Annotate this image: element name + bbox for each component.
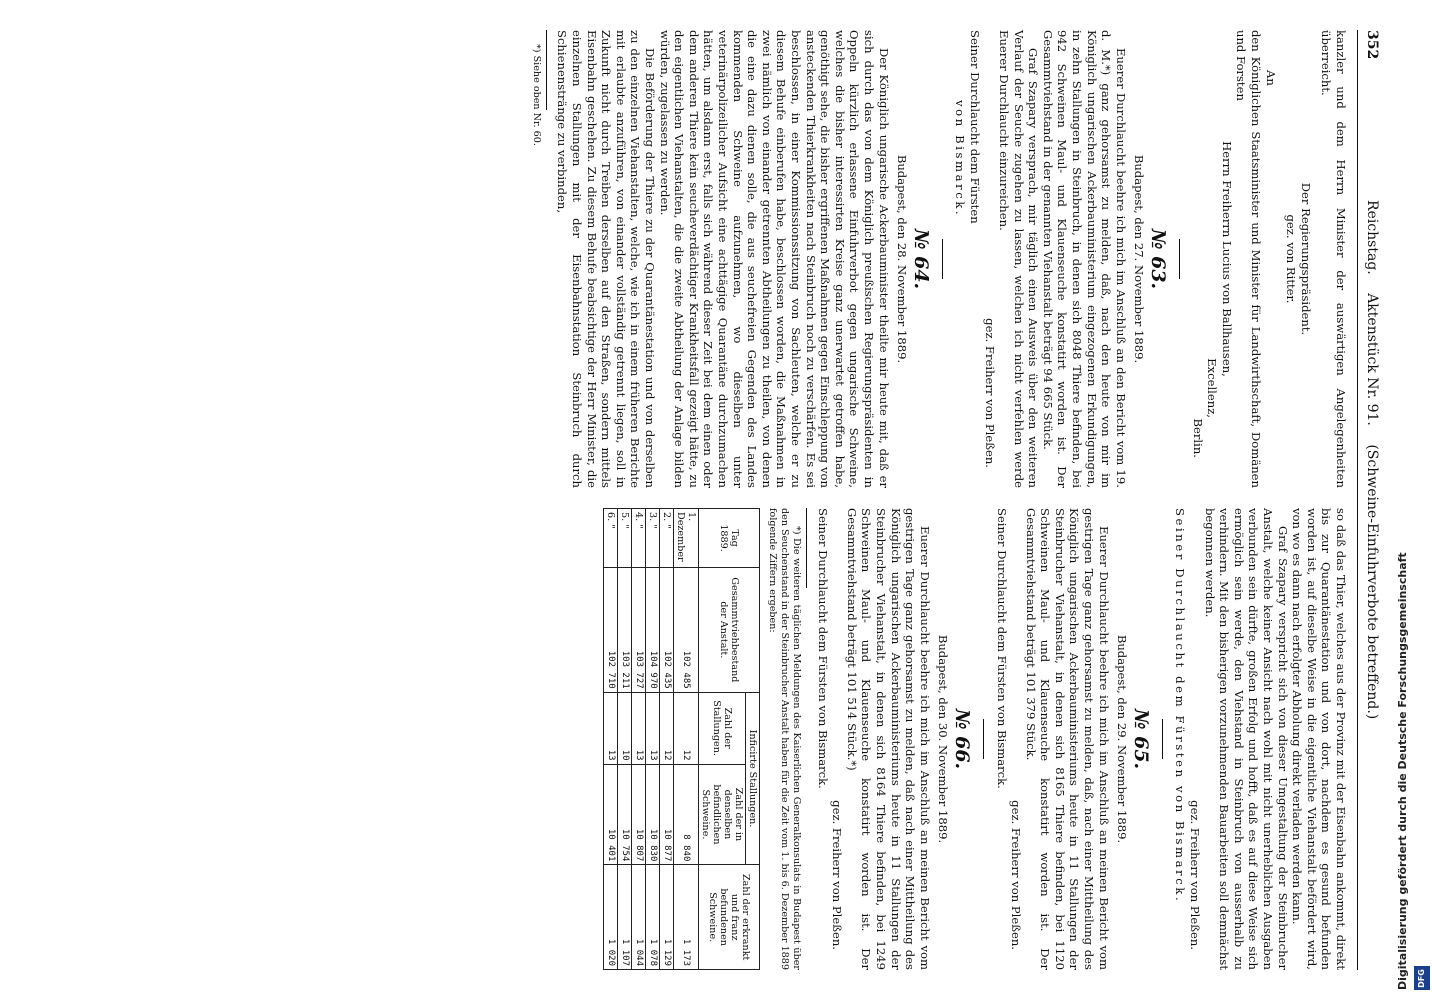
cell-date: 4. "	[632, 509, 646, 568]
cell-date: 5. "	[618, 509, 632, 568]
signature-title: Der Regierungspräsident.	[1298, 182, 1313, 336]
intro-text: kanzler und dem Herrn Minister der auswärtigen Angelegenheiten überreicht.	[1319, 30, 1348, 488]
table-row	[646, 509, 660, 970]
document-number-63: № 63.	[1147, 228, 1170, 290]
address-line-1: den Königlichen Staatsminister und Minister für Landwirthschaft, Domänen und Forsten	[1234, 30, 1264, 488]
address-line-3: Excellenz,	[1205, 358, 1220, 418]
cell-sick: 1 044	[632, 865, 646, 970]
cell-animals: 10 877	[660, 764, 674, 865]
document-number-66: № 66.	[950, 708, 973, 770]
addressee-63-line-1: Seiner Durchlaucht dem Fürsten	[967, 30, 982, 224]
footnote-right: *) Die weiteren täglichen Meldungen des Kaiserlichen Generalkonsulats in Budapest über den Seuchenstand in der Steinbrucher Anstalt haben für die Zeit vom 1. bis 6. Dezember 1889 folgende Ziffern ergeben:	[767, 508, 802, 970]
cell-sick: 1 173	[674, 865, 699, 970]
address-line-2: Herrn Freiherrn Lucius von Ballhausen,	[1219, 141, 1234, 377]
right-column	[603, 508, 1348, 970]
signature-65: gez. Freiherr von Pleßen.	[1009, 800, 1024, 950]
column-header-year: 1889.	[718, 524, 729, 552]
cell-date: 3. "	[646, 509, 660, 568]
column-header-sick: Zahl der erkrankt und franz befundenen Schweine.	[699, 865, 760, 970]
cell-stalls: 13	[632, 692, 646, 764]
addressee-66: Seiner Durchlaucht dem Fürsten von Bismarck.	[815, 508, 830, 789]
column-header-total: Gesammtviehbestand der Anstalt.	[699, 568, 760, 693]
address-to: An	[1263, 70, 1278, 86]
header-section: Reichstag.	[1364, 200, 1380, 275]
signature-name: gez. von Ritter.	[1284, 214, 1299, 304]
paragraph-66-1: Euerer Durchlaucht beehre ich mich im Anschluß an meinen Bericht vom gestrigen Tage ganz gehorsamst zu melden, daß nach einer Mittheilung des Königlich ungarischen Ackerbauministeriums heute in 11 Stallungen der Steinbrucher Viehanstalt, in denen sich 8164 Thiere befinden, bei 1249 Schweinen Maul- und Klauenseuche konstatirt worden ist. Der Gesammtviehstand beträgt 101 514 Stück.*)	[844, 508, 932, 970]
signature-63: gez. Freiherr von Pleßen.	[982, 318, 997, 468]
paragraph-65-1: Euerer Durchlaucht beehre ich mich im Anschluß an meinen Bericht vom gestrigen Tage ganz gehorsamst zu melden, daß, nach einer Mittheilung des Königlich ungarischen Ackerbauministeriums heute in 11 Stallungen der Steinbrucher Viehanstalt, in denen sich 8165 Thiere befinden, bei 1120 Schweinen Maul- und Klauenseuche konstatirt worden ist. Der Gesammtviehstand beträgt 101 379 Stück.	[1023, 508, 1111, 970]
cell-total: 104 970	[646, 568, 660, 693]
paragraph-64-1: Der Königlich ungarische Ackerbauminister theilte mir heute mit, daß er sich durch das von dem Königlich preußischen Regierungspräsidenten in Oppeln kürzlich erlassene Einfuhrverbot gegen ungarische Schweine, welches die bisher interessirten Kreise ganz unerwartet getroffen habe, genöthigt sehe, die bisher ergriffenen Maßnahmen gegen Einschleppung von ansteckenden Thierkrankheiten nach Steinbruch noch zu verschärfen. Es sei beschlossen, in einer Kommissionssitzung von Sachleuten, welche er zu diesem Behufe einberufen habe, beschlossen worden, die Maßnahmen in zwei nämlich von einander getrennten Abtheilungen zu theilen, von denen die eine dazu dienen solle, die aus seuchefreien Gegenden des Landes kommenden Schweine aufzunehmen, wo dieselben unter veterinärpolizeilicher Aufsicht eine achttägige Quarantäne durchzumachen hätten, um alsdann erst, falls sich während dieser Zeit bei dem einen oder dem anderen Thiere kein seucheverdächtiger Krankheitsfall gezeigt hätte, zu den eigentlichen Viehanstalten, die die zweite Abtheilung der Anlage bilden würden, zugelassen zu werden.	[657, 30, 891, 488]
cell-stalls: 12	[674, 692, 699, 764]
document-number-65: № 65.	[1129, 708, 1152, 770]
cell-sick: 1 020	[604, 865, 618, 970]
paragraph-63-1: Euerer Durchlaucht beehre ich mich im Anschluß an den Bericht vom 19. d. M.*) ganz gehorsamst zu melden, daß, nach den heute von mir im Königlich ungarischen Ackerbauministerium eingezogenen Erkundigungen, in zehn Stallungen in Steinbruch, in denen sich 8048 Thiere befinden, bei 942 Schweinen Maul- und Klauenseuche konstatirt worden ist. Der Gesammtviehstand in der genannten Viehanstalt beträgt 94 665 Stück.	[1040, 30, 1128, 488]
cell-stalls: 12	[660, 692, 674, 764]
cell-animals: 10 807	[632, 764, 646, 865]
footnote-rule	[546, 30, 547, 110]
paragraph-63-2: Graf Szapary versprach, mir täglich einen Ausweis über den weiteren Verlauf der Seuche zugehen zu lassen, welchen ich nicht verfehlen werde Euerer Durchlaucht einzureichen.	[997, 30, 1041, 488]
separator-rule	[1179, 239, 1180, 279]
signature-62: gez. Freiherr von Pleßen.	[1188, 800, 1203, 950]
cell-total: 102 710	[604, 568, 618, 693]
table-row	[632, 509, 646, 970]
separator-rule	[983, 719, 984, 759]
dateline-64: Budapest, den 28. November 1889.	[895, 154, 910, 364]
cell-sick: 1 078	[646, 865, 660, 970]
left-column	[530, 30, 1348, 488]
seuchenstand-table	[603, 508, 760, 970]
cell-stalls: 13	[604, 692, 618, 764]
separator-rule	[1162, 719, 1163, 759]
cell-animals: 10 401	[604, 764, 618, 865]
cell-total: 102 485	[674, 568, 699, 693]
table-header-row	[746, 509, 760, 970]
table-row	[604, 509, 618, 970]
page-number: 352	[1364, 30, 1380, 60]
table-row	[660, 509, 674, 970]
continuation-paragraph-2: Graf Szapary verspricht sich von dieser Umgestaltung der Steinbrucher Anstalt, welche keiner Ansicht nach wohl mit nicht unerheblichen Ausgaben verbunden sein dürfte, großen Erfolg und hofft, daß es auf diese Weise sich ermöglich sein werde, den Viehstand in Steinbruch von ausserhalb zu verhindern. Mit den bisherigen vorzunehmenden Bauarbeiten soll demnächst begonnen werden.	[1202, 508, 1290, 970]
cell-date: 6. "	[604, 509, 618, 568]
column-header-date-label: Tag	[729, 529, 740, 547]
column-header-date	[699, 509, 760, 568]
footnote-rule	[806, 508, 807, 588]
header-subject: (Schweine-Einfuhrverbote betreffend.)	[1364, 444, 1380, 720]
dateline-66: Budapest, den 30. November 1889.	[936, 634, 951, 844]
cell-stalls: 13	[646, 692, 660, 764]
column-header-animals: Zahl der in denselben befindlichen Schweine.	[699, 764, 746, 865]
dateline-63: Budapest, den 27. November 1889.	[1132, 154, 1147, 364]
table-row	[618, 509, 632, 970]
separator-rule	[942, 239, 943, 279]
cell-animals: 10 754	[618, 764, 632, 865]
addressee-63-line-2: von Bismarck.	[953, 100, 968, 218]
cell-total: 103 211	[618, 568, 632, 693]
signature-66: gez. Freiherr von Pleßen.	[830, 800, 845, 950]
cell-stalls: 10	[618, 692, 632, 764]
running-header	[1357, 30, 1380, 970]
cell-sick: 1 129	[660, 865, 674, 970]
cell-total: 103 727	[632, 568, 646, 693]
continuation-paragraph: so daß das Thier, welches aus der Provinz mit der Eisenbahn ankommt, direkt bis zur Quarantänestation und von dort, nachdem es gesund befunden worden ist, auf dieselbe Weise in die eigentliche Viehanstalt befördert wird, von wo es dann nach erfolgter Abholung direkt verladen werden kann.	[1290, 508, 1348, 970]
footnote-left: *) Siehe oben Nr. 60.	[530, 44, 542, 146]
cell-sick: 1 107	[618, 865, 632, 970]
addressee-65: Seiner Durchlaucht dem Fürsten von Bismarck.	[994, 508, 1009, 789]
addressee-62: Seiner Durchlaucht dem Fürsten von Bismarck.	[1173, 508, 1188, 904]
cell-total: 102 435	[660, 568, 674, 693]
cell-animals: 10 830	[646, 764, 660, 865]
column-header-infected-group: Inficirte Stallungen.	[746, 692, 760, 865]
document-number-64: № 64.	[909, 228, 932, 290]
cell-date: 1. Dezember	[674, 509, 699, 568]
address-line-4: Berlin.	[1190, 418, 1205, 458]
cell-date: 2. "	[660, 509, 674, 568]
header-document: Aktenstück Nr. 91.	[1364, 293, 1380, 426]
paragraph-64-2: Die Beförderung der Thiere zu der Quarantänestation und von derselben zu den einzelnen Viehanstalten, welche, wie ich in einem früheren Berichte mit erlaubte anzuführen, von einander vollständig getrennt liegen, soll in Zukunft nicht durch Treiben derselben auf den Straßen, sondern mittels Eisenbahn geschehen. Zu diesem Behufe beabsichtige der Herr Minister, die einzelnen Stallungen mit der Eisenbahnstation Steinbruch durch Schienenstränge zu verbinden,	[555, 30, 658, 488]
column-header-stalls: Zahl der Stallungen.	[699, 692, 746, 764]
credit-text: Digitalisierung gefördert durch die Deutsche Forschungsgemeinschaft	[1396, 552, 1409, 990]
dfg-logo-text: DFG	[1416, 969, 1426, 988]
cell-animals: 8 840	[674, 764, 699, 865]
dateline-65: Budapest, den 29. November 1889.	[1115, 634, 1130, 844]
table-row	[674, 509, 699, 970]
running-title	[1364, 200, 1380, 970]
